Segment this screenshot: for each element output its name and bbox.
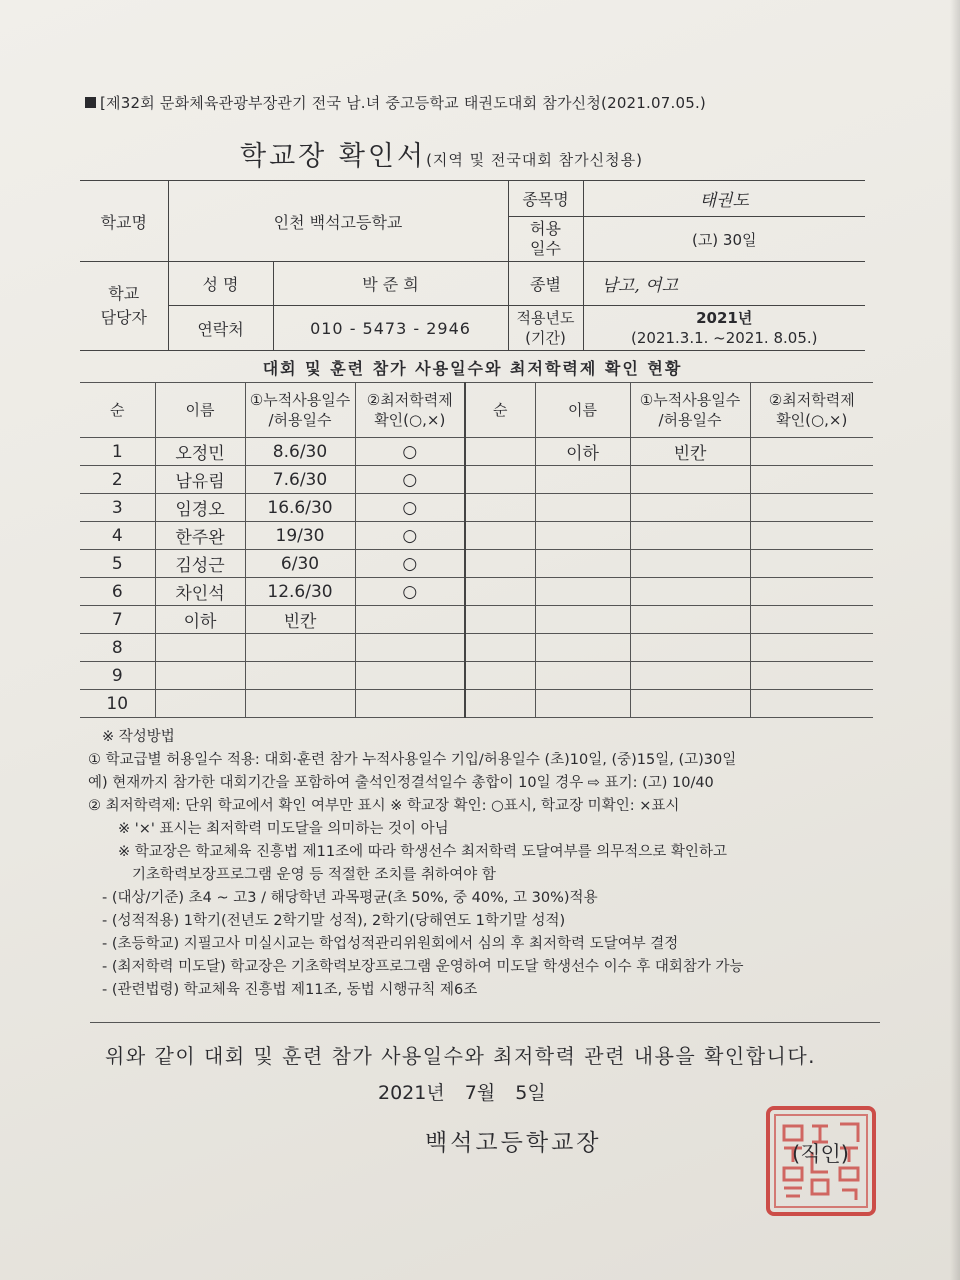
right-no-cell bbox=[465, 550, 535, 578]
manager-name-label: 성 명 bbox=[168, 262, 273, 306]
note-line: - (관련법령) 학교체육 진흥법 제11조, 동법 시행규칙 제6조 bbox=[102, 982, 478, 998]
table-row bbox=[80, 606, 873, 634]
right-check-cell bbox=[750, 438, 873, 466]
left-check-cell bbox=[355, 690, 465, 718]
note-line: - (대상/기준) 초4 ~ 고3 / 해당학년 과목평균(초 50%, 중 40%, 고 30%)적용 bbox=[102, 890, 598, 906]
left-days-cell bbox=[245, 690, 355, 718]
left-no-cell: 4 bbox=[80, 522, 155, 550]
right-no-cell bbox=[465, 494, 535, 522]
period-cell bbox=[583, 306, 865, 351]
instructions-block bbox=[88, 726, 888, 1002]
left-name-cell bbox=[155, 662, 245, 690]
table-row bbox=[80, 522, 873, 550]
left-days-cell bbox=[245, 662, 355, 690]
header-name-left: 이름 bbox=[155, 383, 245, 438]
right-name-cell bbox=[535, 690, 630, 718]
right-check-cell bbox=[750, 550, 873, 578]
right-name-cell: 이하 bbox=[535, 438, 630, 466]
contact-label: 연락처 bbox=[168, 306, 273, 351]
note-line: ※ 학교장은 학교체육 진흥법 제11조에 따라 학생선수 최저학력 도달여부를 의무적으로 확인하고 bbox=[118, 844, 727, 860]
header-days-right: ①누적사용일수 /허용일수 bbox=[630, 383, 750, 438]
left-check-cell: ○ bbox=[355, 522, 465, 550]
right-name-cell bbox=[535, 578, 630, 606]
table-row bbox=[80, 550, 873, 578]
right-no-cell bbox=[465, 578, 535, 606]
school-manager-label: 학교 담당자 bbox=[80, 262, 168, 351]
note-line: 예) 현재까지 참가한 대회기간을 포함하여 출석인정결석일수 총합이 10일 경우 ⇨ 표기: (고) 10/40 bbox=[88, 775, 714, 791]
left-no-cell: 6 bbox=[80, 578, 155, 606]
left-no-cell: 10 bbox=[80, 690, 155, 718]
right-check-cell bbox=[750, 662, 873, 690]
document-title-block bbox=[240, 134, 643, 173]
gender-label: 종별 bbox=[508, 262, 583, 306]
school-name-label: 학교명 bbox=[80, 181, 168, 262]
period-value: (2021.3.1. ~2021. 8.05.) bbox=[631, 329, 818, 347]
right-no-cell bbox=[465, 606, 535, 634]
table-row bbox=[80, 438, 873, 466]
event-value: 태권도 bbox=[583, 181, 865, 217]
right-name-cell bbox=[535, 522, 630, 550]
right-no-cell bbox=[465, 690, 535, 718]
header-no-right: 순 bbox=[465, 383, 535, 438]
left-check-cell: ○ bbox=[355, 438, 465, 466]
header-check-left: ②최저학력제 확인(○,×) bbox=[355, 383, 465, 438]
roster-body bbox=[80, 438, 873, 718]
left-check-cell bbox=[355, 606, 465, 634]
note-line: ※ 작성방법 bbox=[102, 729, 175, 745]
table-row bbox=[80, 494, 873, 522]
left-name-cell: 오정민 bbox=[155, 438, 245, 466]
right-name-cell bbox=[535, 550, 630, 578]
right-days-cell bbox=[630, 578, 750, 606]
right-name-cell bbox=[535, 466, 630, 494]
year-value: 2021년 bbox=[696, 309, 753, 327]
header-days-left: ①누적사용일수 /허용일수 bbox=[245, 383, 355, 438]
allowed-days-label: 허용 일수 bbox=[508, 217, 583, 262]
left-no-cell: 7 bbox=[80, 606, 155, 634]
left-days-cell: 빈칸 bbox=[245, 606, 355, 634]
header-no-left: 순 bbox=[80, 383, 155, 438]
right-days-cell bbox=[630, 522, 750, 550]
table-row bbox=[80, 662, 873, 690]
period-label: 적용년도 (기간) bbox=[508, 306, 583, 351]
left-check-cell: ○ bbox=[355, 578, 465, 606]
left-days-cell: 8.6/30 bbox=[245, 438, 355, 466]
left-days-cell: 6/30 bbox=[245, 550, 355, 578]
left-no-cell: 9 bbox=[80, 662, 155, 690]
left-no-cell: 3 bbox=[80, 494, 155, 522]
contact-value: 010 - 5473 - 2946 bbox=[273, 306, 508, 351]
right-days-cell: 빈칸 bbox=[630, 438, 750, 466]
page-edge-shadow bbox=[950, 0, 960, 1280]
note-line: - (최저학력 미도달) 학교장은 기초학력보장프로그램 운영하여 미도달 학생선수 이수 후 대회참가 가능 bbox=[102, 959, 744, 975]
left-check-cell bbox=[355, 662, 465, 690]
principal-title: 백석고등학교장 bbox=[425, 1130, 602, 1156]
left-check-cell: ○ bbox=[355, 494, 465, 522]
left-name-cell: 한주완 bbox=[155, 522, 245, 550]
seal-label: (직인) bbox=[792, 1142, 849, 1166]
left-days-cell bbox=[245, 634, 355, 662]
right-days-cell bbox=[630, 466, 750, 494]
left-days-cell: 16.6/30 bbox=[245, 494, 355, 522]
note-line: - (초등학교) 지필고사 미실시교는 학업성적관리위원회에서 심의 후 최저학력 도달여부 결정 bbox=[102, 936, 679, 952]
left-name-cell bbox=[155, 690, 245, 718]
header-name-right: 이름 bbox=[535, 383, 630, 438]
document-header bbox=[85, 92, 706, 113]
right-check-cell bbox=[750, 522, 873, 550]
right-name-cell bbox=[535, 494, 630, 522]
right-days-cell bbox=[630, 494, 750, 522]
left-days-cell: 19/30 bbox=[245, 522, 355, 550]
note-line: ※ '×' 표시는 최저학력 미도달을 의미하는 것이 아님 bbox=[118, 821, 449, 837]
right-days-cell bbox=[630, 662, 750, 690]
right-no-cell bbox=[465, 522, 535, 550]
allowed-days-value: (고) 30일 bbox=[583, 217, 865, 262]
left-check-cell: ○ bbox=[355, 466, 465, 494]
right-no-cell bbox=[465, 438, 535, 466]
signature-date: 2021년 7월 5일 bbox=[378, 1082, 546, 1104]
right-name-cell bbox=[535, 606, 630, 634]
note-line: ① 학교급별 허용일수 적용: 대회·훈련 참가 누적사용일수 기입/허용일수 (초)10일, (중)15일, (고)30일 bbox=[88, 752, 737, 768]
right-check-cell bbox=[750, 466, 873, 494]
table-row bbox=[80, 690, 873, 718]
right-check-cell bbox=[750, 494, 873, 522]
left-check-cell bbox=[355, 634, 465, 662]
header-text: [제32회 문화체육관광부장관기 전국 남.녀 중고등학교 태권도대회 참가신청(2021.07.05.) bbox=[100, 94, 706, 112]
left-name-cell: 이하 bbox=[155, 606, 245, 634]
left-no-cell: 2 bbox=[80, 466, 155, 494]
right-name-cell bbox=[535, 634, 630, 662]
left-days-cell: 7.6/30 bbox=[245, 466, 355, 494]
square-bullet-icon bbox=[85, 97, 96, 108]
right-no-cell bbox=[465, 662, 535, 690]
table-row bbox=[80, 466, 873, 494]
left-no-cell: 5 bbox=[80, 550, 155, 578]
right-check-cell bbox=[750, 634, 873, 662]
left-name-cell: 남유림 bbox=[155, 466, 245, 494]
left-no-cell: 1 bbox=[80, 438, 155, 466]
right-no-cell bbox=[465, 466, 535, 494]
header-check-right: ②최저학력제 확인(○,×) bbox=[750, 383, 873, 438]
note-line: - (성적적용) 1학기(전년도 2학기말 성적), 2학기(당해연도 1학기말 성적) bbox=[102, 913, 566, 929]
left-check-cell: ○ bbox=[355, 550, 465, 578]
right-check-cell bbox=[750, 578, 873, 606]
school-info-table bbox=[80, 180, 865, 351]
left-name-cell bbox=[155, 634, 245, 662]
table-row bbox=[80, 578, 873, 606]
manager-name-value: 박 준 희 bbox=[273, 262, 508, 306]
gender-value: 남고, 여고 bbox=[583, 262, 865, 306]
left-name-cell: 임경오 bbox=[155, 494, 245, 522]
right-days-cell bbox=[630, 690, 750, 718]
right-days-cell bbox=[630, 634, 750, 662]
right-name-cell bbox=[535, 662, 630, 690]
right-days-cell bbox=[630, 606, 750, 634]
right-check-cell bbox=[750, 606, 873, 634]
right-days-cell bbox=[630, 550, 750, 578]
right-check-cell bbox=[750, 690, 873, 718]
left-days-cell: 12.6/30 bbox=[245, 578, 355, 606]
left-no-cell: 8 bbox=[80, 634, 155, 662]
document-subtitle: (지역 및 전국대회 참가신청용) bbox=[426, 151, 643, 169]
note-line: 기초학력보장프로그램 운영 등 적절한 조치를 취하여야 함 bbox=[132, 867, 496, 883]
footer-divider bbox=[90, 1022, 880, 1023]
participant-roster-table bbox=[80, 382, 873, 718]
left-name-cell: 김성근 bbox=[155, 550, 245, 578]
right-no-cell bbox=[465, 634, 535, 662]
school-name-value: 인천 백석고등학교 bbox=[168, 181, 508, 262]
table-row bbox=[80, 634, 873, 662]
note-line: ② 최저학력제: 단위 학교에서 확인 여부만 표시 ※ 학교장 확인: ○표시, 학교장 미확인: ×표시 bbox=[88, 798, 680, 814]
left-name-cell: 차인석 bbox=[155, 578, 245, 606]
confirmation-statement: 위와 같이 대회 및 훈련 참가 사용일수와 최저학력 관련 내용을 확인합니다. bbox=[105, 1044, 817, 1068]
event-label: 종목명 bbox=[508, 181, 583, 217]
document-title: 학교장 확인서 bbox=[240, 141, 427, 172]
roster-section-title: 대회 및 훈련 참가 사용일수와 최저학력제 확인 현황 bbox=[262, 359, 683, 378]
